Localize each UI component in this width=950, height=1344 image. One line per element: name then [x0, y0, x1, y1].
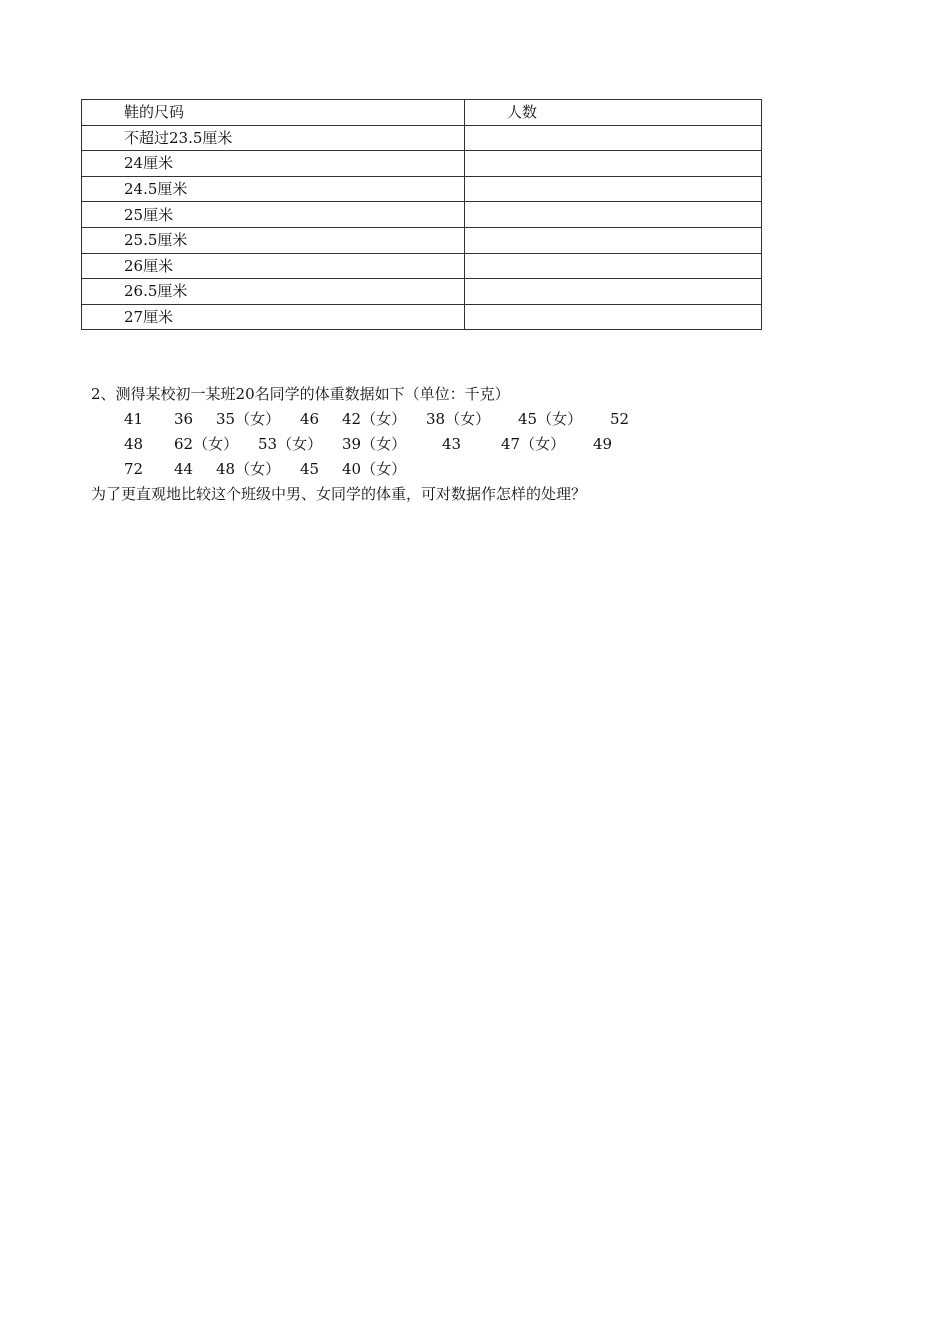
cell-count[interactable] — [465, 253, 762, 279]
weight-value: 38（女） — [426, 410, 491, 428]
weight-value: 43 — [442, 435, 462, 453]
weight-value: 52 — [610, 410, 630, 428]
header-count: 人数 — [465, 100, 762, 126]
weight-value: 39（女） — [342, 435, 407, 453]
weight-data-row-2 — [91, 432, 891, 457]
weight-value: 72 — [124, 460, 144, 478]
weight-value: 45（女） — [518, 410, 583, 428]
weight-data-row-1 — [91, 407, 891, 432]
table-header-row — [82, 100, 762, 126]
weight-value: 49 — [593, 435, 613, 453]
table-row — [82, 176, 762, 202]
weight-value: 41 — [124, 410, 144, 428]
cell-count[interactable] — [465, 304, 762, 330]
cell-count[interactable] — [465, 176, 762, 202]
table-row — [82, 304, 762, 330]
cell-size: 25厘米 — [82, 202, 465, 228]
weight-value: 48（女） — [216, 460, 281, 478]
question-2 — [91, 382, 891, 507]
cell-count[interactable] — [465, 125, 762, 151]
shoe-size-table-container — [81, 99, 763, 330]
cell-size: 26厘米 — [82, 253, 465, 279]
cell-size: 24.5厘米 — [82, 176, 465, 202]
cell-size: 不超过23.5厘米 — [82, 125, 465, 151]
weight-value: 35（女） — [216, 410, 281, 428]
table-row — [82, 227, 762, 253]
weight-data-row-3 — [91, 457, 891, 482]
cell-count[interactable] — [465, 279, 762, 305]
cell-count[interactable] — [465, 227, 762, 253]
table-row — [82, 279, 762, 305]
weight-value: 53（女） — [258, 435, 323, 453]
header-shoe-size: 鞋的尺码 — [82, 100, 465, 126]
table-row — [82, 125, 762, 151]
weight-value: 36 — [174, 410, 194, 428]
weight-value: 47（女） — [501, 435, 566, 453]
cell-count[interactable] — [465, 151, 762, 177]
cell-size: 26.5厘米 — [82, 279, 465, 305]
cell-size: 25.5厘米 — [82, 227, 465, 253]
weight-value: 46 — [300, 410, 320, 428]
weight-value: 48 — [124, 435, 144, 453]
weight-value: 44 — [174, 460, 194, 478]
weight-value: 42（女） — [342, 410, 407, 428]
table-row — [82, 202, 762, 228]
weight-value: 40（女） — [342, 460, 407, 478]
table-row — [82, 253, 762, 279]
table-row — [82, 151, 762, 177]
question-2-prompt: 为了更直观地比较这个班级中男、女同学的体重，可对数据作怎样的处理？ — [91, 485, 587, 503]
cell-count[interactable] — [465, 202, 762, 228]
question-2-intro: 2、测得某校初一某班20名同学的体重数据如下（单位：千克） — [91, 385, 510, 403]
weight-value: 62（女） — [174, 435, 239, 453]
shoe-size-table — [81, 99, 762, 330]
weight-value: 45 — [300, 460, 320, 478]
cell-size: 24厘米 — [82, 151, 465, 177]
cell-size: 27厘米 — [82, 304, 465, 330]
